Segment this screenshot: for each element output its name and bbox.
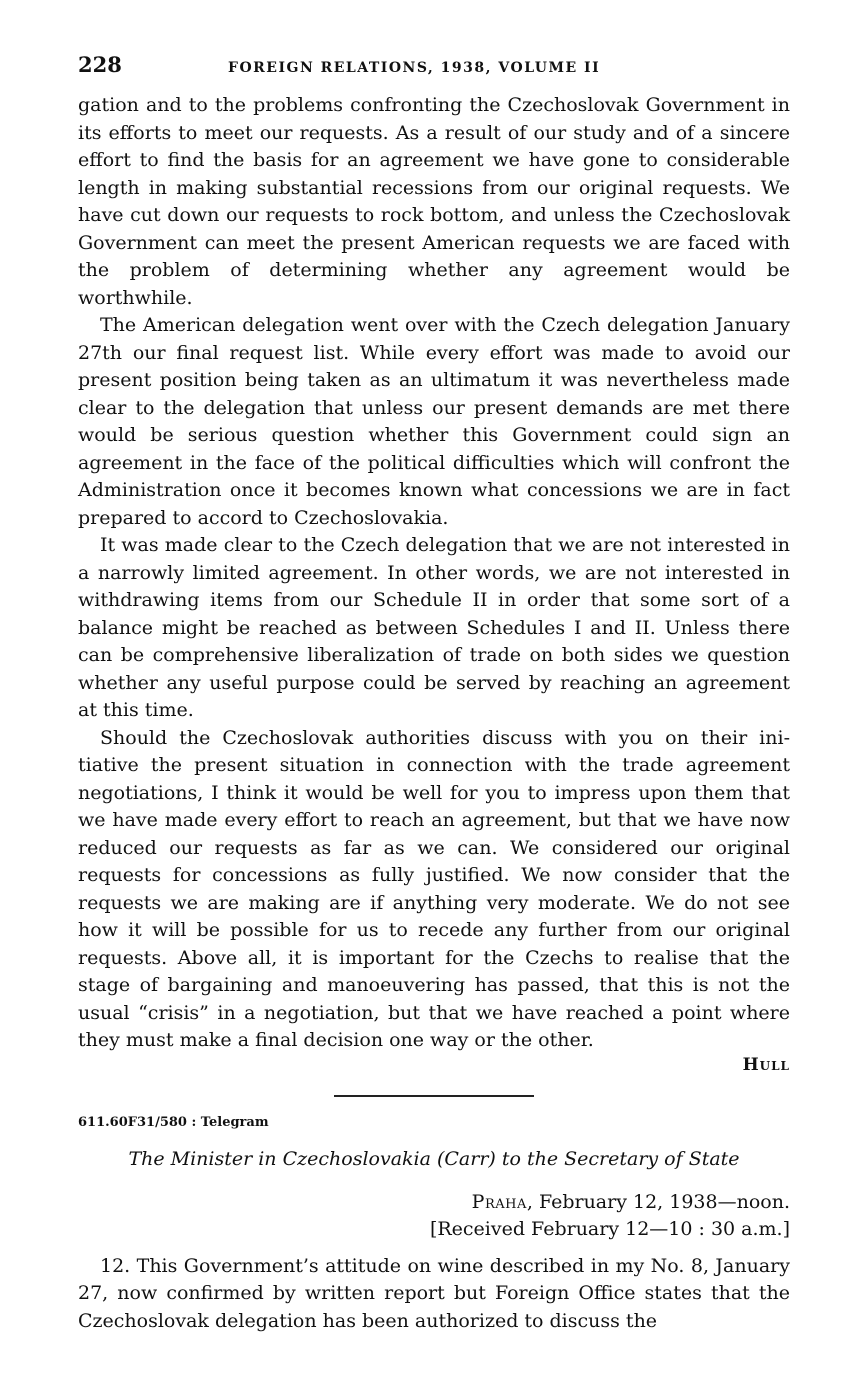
letter-paragraph: It was made clear to the Czech delegation that we are not interested in a narrowly limited agreement. In other words, we are not interested in withdrawing items from our Schedule II in order that some sort of a balance might be reached as between Schedules I and II. Unless there can be comprehensive liberalization of trade on both sides we question whether any useful purpose could be served by reaching an agreement at this time. [78,534,790,721]
dateline [78,1189,790,1243]
letter-paragraph: Should the Czechoslovak authorities discuss with you on their initiative the present situation in connection with the trade agreement negotiations, I think it would be well for you to impress upon them that we have made every effort to reach an agreement, but that we have now reduced our requests as far as we can. We considered our original requests for concessions as fully justified. We now consider that the requests we are making are if anything very moderate. We do not see how it will be possible for us to recede any further from our original requests. Above all, it is important for the Czechs to realise that the stage of bargaining and manoeuvering has passed, that this is not the usual “crisis” in a negotiation, but that we have reached a point where they must make a final decision one way or the other. [78,726,790,1051]
dateline-date: , February 12, 1938—noon. [526,1190,790,1213]
telegram-body [78,1253,790,1336]
letter-paragraph: The American delegation went over with the Czech delegation January 27th our final request list. While every effort was made to avoid our present position being taken as an ultimatum it was nevertheless made clear to the delegation that unless our present demands are met there would be serious question whether this Government could sign an agreement in the face of the political difficulties which will confront the Administration once it becomes known what concessions we are in fact prepared to accord to Czechoslovakia. [78,314,790,529]
received-note: [Received February 12—10 : 30 a.m.] [429,1217,790,1240]
dateline-place: Praha [471,1190,527,1213]
running-head [78,52,790,92]
telegram-paragraph: 12. This Government’s attitude on wine described in my No. 8, January 27, now confirmed by written report but Foreign Office states that the Czechoslovak delegation has been authorized to discuss the [78,1254,790,1332]
letter-paragraph: gation and to the problems confronting the Czechoslovak Government in its efforts to meet our requests. As a result of our study and of a sincere effort to find the basis for an agreement we have gone to considerable length in making substantial recessions from our original requests. We have cut down our requests to rock bottom, and unless the Czechoslovak Government can meet the present American requests we are faced with the problem of determining whether any agreement would be worthwhile. [78,94,790,309]
signature: Hull [742,1054,790,1075]
running-head-title: FOREIGN RELATIONS, 1938, VOLUME II [228,60,601,76]
document-page [78,52,790,1335]
section-divider [334,1095,534,1097]
dateline-place-date [78,1189,790,1216]
document-heading: The Minister in Czechoslovakia (Carr) to the Secretary of State [128,1147,740,1170]
file-number: 611.60F31/580 : Telegram [78,1114,269,1130]
page-number: 228 [78,52,122,77]
letter-body [78,92,790,1055]
